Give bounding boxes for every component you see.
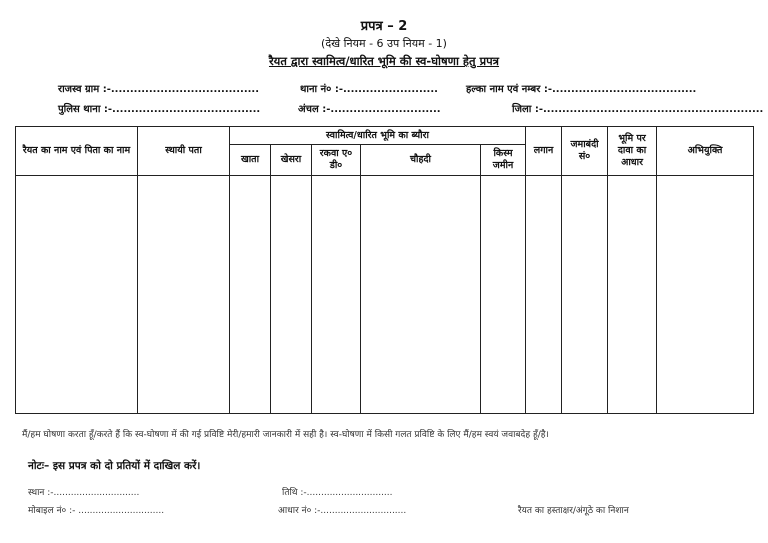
cell-chauhaddi[interactable] [361,176,481,414]
cell-address[interactable] [138,176,230,414]
cell-remarks[interactable] [657,176,754,414]
form-title: प्रपत्र – 2 [360,19,408,34]
header-claim-basis: भूमि पर दावा का आधार [608,127,657,176]
header-land-details-group: स्वामित्व/धारित भूमि का ब्यौरा [230,127,526,145]
land-details-table [15,126,754,414]
cell-rakba[interactable] [312,176,361,414]
declaration-text: मैं/हम घोषणा करता हूँ/करते हैं कि स्व-घोषणा में की गई प्रविष्टि मेरी/हमारी जानकारी में सही है। स्व-घोषणा में किसी गलत प्रविष्टि के लिए मैं/हम स्वयं जवाबदेह हूँ/है। [22,430,549,440]
header-remarks: अभियुक्ति [657,127,754,176]
police-station-field[interactable]: पुलिस थाना :-....................................... [58,104,261,115]
form-heading: रैयत द्वारा स्वामित्व/धारित भूमि की स्व-घोषणा हेतु प्रपत्र [268,54,500,68]
district-field[interactable]: जिला :-.......................................................... [512,104,764,115]
note-text: नोटः– इस प्रपत्र को दो प्रतियों में दाखिल करें। [28,460,201,472]
table-row[interactable] [16,176,754,414]
revenue-village-field[interactable]: राजस्व ग्राम :-....................................... [58,84,260,95]
place-field[interactable]: स्थान :-.............................. [28,488,140,498]
header-raiyat-name: रैयत का नाम एवं पिता का नाम [16,127,138,176]
cell-claim-basis[interactable] [608,176,657,414]
cell-raiyat-name[interactable] [16,176,138,414]
cell-khesra[interactable] [271,176,312,414]
header-khata: खाता [230,145,271,176]
cell-kism-jamin[interactable] [481,176,526,414]
date-field[interactable]: तिथि :-.............................. [282,488,393,498]
header-khesra: खेसरा [271,145,312,176]
signature-label: रैयत का हस्ताक्षर/अंगूठे का निशान [518,506,629,516]
header-kism-jamin: किस्म जमीन [481,145,526,176]
cell-lagan[interactable] [526,176,562,414]
mobile-number-field[interactable]: मोबाइल नं० :- .............................. [28,506,165,516]
anchal-field[interactable]: अंचल :-............................. [298,104,441,115]
header-rakba: रकवा ए० डी० [312,145,361,176]
thana-number-field[interactable]: थाना नं० :-......................... [300,84,438,95]
aadhaar-number-field[interactable]: आधार नं० :-.............................. [278,506,407,516]
cell-khata[interactable] [230,176,271,414]
header-chauhaddi: चौहदी [361,145,481,176]
cell-jamabandi[interactable] [562,176,608,414]
rule-reference: (देखे नियम - 6 उप नियम - 1) [321,37,447,50]
halka-name-number-field[interactable]: हल्का नाम एवं नम्बर :-...................................... [466,84,697,95]
header-jamabandi: जमाबंदी सं० [562,127,608,176]
header-lagan: लगान [526,127,562,176]
header-permanent-address: स्थायी पता [138,127,230,176]
